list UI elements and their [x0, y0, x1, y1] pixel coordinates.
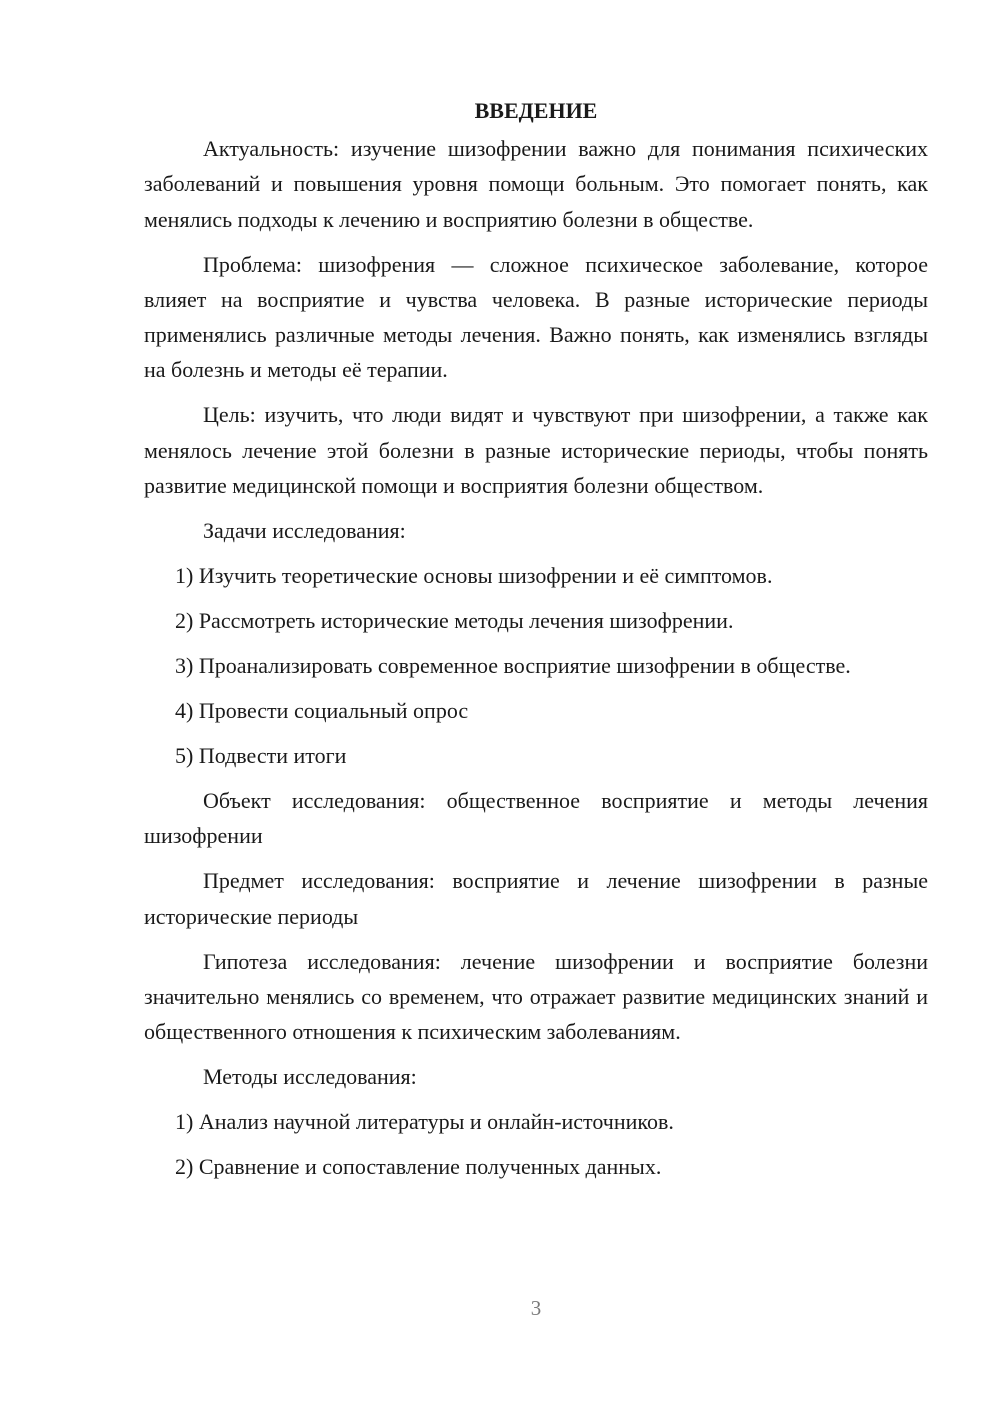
- paragraph-relevance: Актуальность: изучение шизофрении важно для понимания психических заболеваний и повышения уровня помощи больным. Это помогает понять, как менялись подходы к лечению и восприятию болезни в обществе.: [144, 136, 928, 232]
- task-item-4: 4) Провести социальный опрос: [175, 697, 469, 723]
- task-item-5: 5) Подвести итоги: [175, 742, 347, 768]
- task-item-1: 1) Изучить теоретические основы шизофрении и её симптомов.: [175, 563, 773, 589]
- method-item-1: 1) Анализ научной литературы и онлайн-источников.: [175, 1109, 674, 1135]
- task-item-3: 3) Проанализировать современное восприятие шизофрении в обществе.: [175, 652, 851, 678]
- paragraph-object: Объект исследования: общественное восприятие и методы лечения шизофрении: [144, 787, 928, 849]
- methods-heading: Методы исследования:: [203, 1064, 417, 1090]
- section-title: ВВЕДЕНИЕ: [474, 98, 598, 123]
- paragraph-goal: Цель: изучить, что люди видят и чувствуют при шизофрении, а также как менялось лечение этой болезни в разные исторические периоды, чтобы понять развитие медицинской помощи и восприятия болезни обществом.: [144, 402, 928, 499]
- task-item-2: 2) Рассмотреть исторические методы лечения шизофрении.: [175, 608, 734, 633]
- method-item-2: 2) Сравнение и сопоставление полученных данных.: [175, 1154, 662, 1180]
- paragraph-hypothesis: Гипотеза исследования: лечение шизофрении и восприятие болезни значительно менялись со временем, что отражает развитие медицинских знаний и общественного отношения к психическим заболеваниям.: [144, 948, 928, 1045]
- paragraph-problem: Проблема: шизофрения — сложное психическое заболевание, которое влияет на восприятие и чувства человека. В разные исторические периоды применялись различные методы лечения. Важно понять, как изменялись взгляды на болезнь и методы её терапии.: [144, 251, 928, 383]
- paragraph-subject: Предмет исследования: восприятие и лечение шизофрении в разные исторические периоды: [144, 868, 928, 929]
- tasks-heading: Задачи исследования:: [203, 518, 406, 544]
- page-content: [144, 93, 928, 1194]
- page-number: 3: [530, 1296, 542, 1320]
